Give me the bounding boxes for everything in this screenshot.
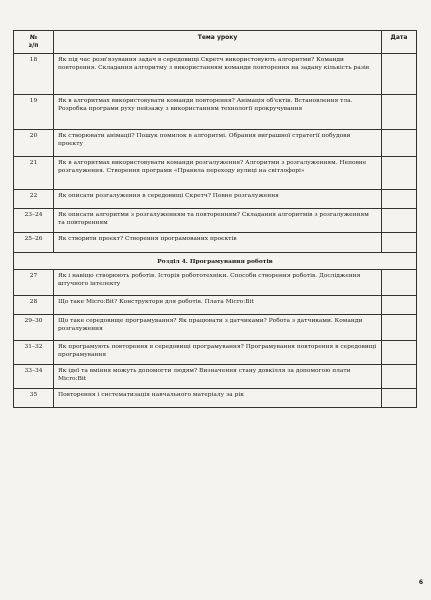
table-row (14, 341, 417, 365)
lesson-number: 25–26 (14, 233, 54, 253)
lesson-topic: Як в алгоритмах використовувати команди розгалуження? Алгоритми з розгалуженням. Неповне розгалуження. Створення програми «Правила переходу вулиці на світлофорі» (54, 157, 382, 190)
lesson-topic: Повторення і систематизація навчального матеріалу за рік (54, 389, 382, 408)
lesson-number: 20 (14, 130, 54, 157)
lesson-number: 31–32 (14, 341, 54, 365)
section-row (14, 253, 417, 270)
lesson-topic: Як ідеї та вміння можуть допомогти людям? Визначення стану довкілля за допомогою плати Micro:Bit (54, 365, 382, 389)
lesson-number: 33–34 (14, 365, 54, 389)
lesson-number: 21 (14, 157, 54, 190)
table-row (14, 270, 417, 296)
lesson-plan-table (13, 30, 417, 408)
lesson-number: 18 (14, 54, 54, 95)
lesson-date (382, 95, 417, 130)
header-topic: Тема уроку (54, 31, 382, 54)
lesson-date (382, 365, 417, 389)
lesson-topic: Як описати розгалуження в середовищі Скретч? Повне розгалуження (54, 190, 382, 209)
header-num: № з/п (14, 31, 54, 54)
table-row (14, 54, 417, 95)
lesson-number: 19 (14, 95, 54, 130)
lesson-topic: Як створити проєкт? Створення програмованих проєктів (54, 233, 382, 253)
lesson-topic: Як створювати анімації? Пошук помилок в алгоритмі. Обрання виграшної стратегії побудови проєкту (54, 130, 382, 157)
lesson-date (382, 389, 417, 408)
lesson-topic: Що таке середовище програмування? Як працювати з датчиками? Робота з датчиками. Команди розгалуження (54, 315, 382, 341)
lesson-date (382, 270, 417, 296)
page-number: 6 (418, 579, 423, 586)
lesson-topic: Що таке Micro:Bit? Конструктори для роботів. Плата Micro:Bit (54, 296, 382, 315)
lesson-date (382, 190, 417, 209)
lesson-date (382, 233, 417, 253)
lesson-number: 35 (14, 389, 54, 408)
lesson-date (382, 209, 417, 233)
lesson-date (382, 157, 417, 190)
lesson-date (382, 315, 417, 341)
table-header-row (14, 31, 417, 54)
table-row (14, 365, 417, 389)
table-row (14, 95, 417, 130)
table-row (14, 315, 417, 341)
lesson-date (382, 341, 417, 365)
lesson-number: 22 (14, 190, 54, 209)
header-date: Дата (382, 31, 417, 54)
table-row (14, 389, 417, 408)
lesson-number: 27 (14, 270, 54, 296)
lesson-topic: Як під час розв'язування задач в середовищі Скретч використовують алгоритми? Команди повторення. Складання алгоритму з використанням команди повторення на задану кількість разів (54, 54, 382, 95)
lesson-date (382, 130, 417, 157)
table-row (14, 190, 417, 209)
lesson-topic: Як в алгоритмах використовувати команди повторення? Анімація об'єктів. Встановлення тла. Розробка програми руху пейзажу з використанням технології прокручування (54, 95, 382, 130)
lesson-date (382, 296, 417, 315)
lesson-topic: Як і навіщо створюють роботів. Історія робототехніки. Способи створення роботів. Дослідження штучного інтелекту (54, 270, 382, 296)
table-row (14, 130, 417, 157)
table-row (14, 233, 417, 253)
lesson-number: 23–24 (14, 209, 54, 233)
section-title: Розділ 4. Програмування роботів (14, 253, 417, 270)
lesson-topic: Як програмують повторення в середовищі програмування? Програмування повторення в середовищі програмування (54, 341, 382, 365)
lesson-number: 28 (14, 296, 54, 315)
table-row (14, 296, 417, 315)
table-row (14, 157, 417, 190)
lesson-topic: Як описати алгоритми з розгалуженням та повторенням? Складання алгоритмів з розгалуженням та повторенням (54, 209, 382, 233)
table-row (14, 209, 417, 233)
lesson-number: 29–30 (14, 315, 54, 341)
lesson-date (382, 54, 417, 95)
